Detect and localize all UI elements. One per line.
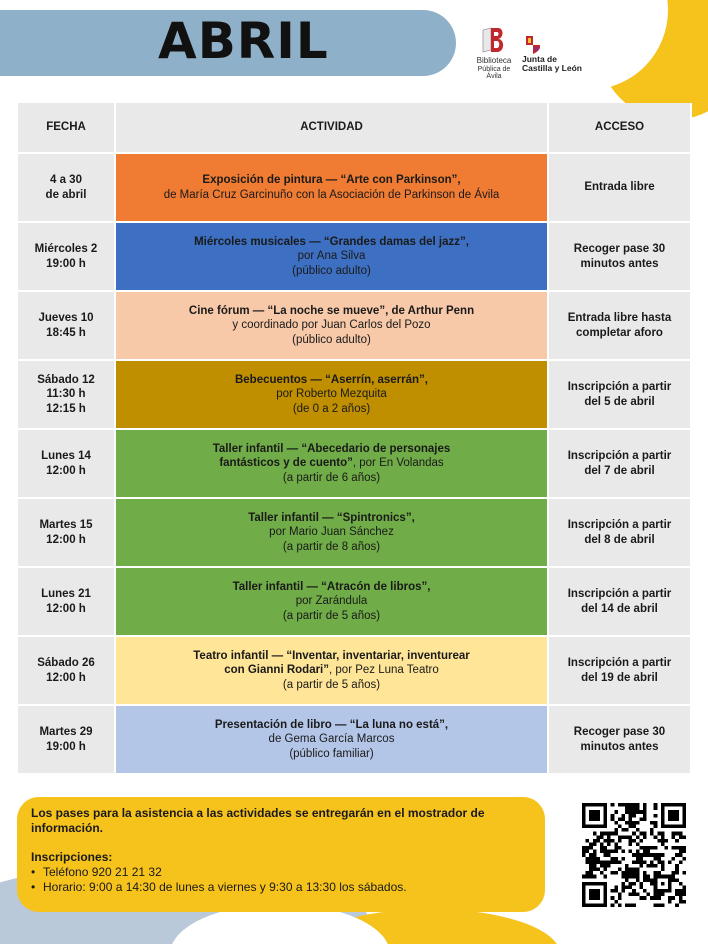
telefono-text: Teléfono 920 21 21 32 [43, 865, 162, 879]
acceso-line: Inscripción a partir [567, 381, 672, 393]
biblioteca-logo-icon [481, 26, 507, 54]
actividad-title-rest: , por Pez Luna Teatro [329, 664, 439, 677]
actividad-title: Cine fórum — “La noche se mueve”, de Arthur Penn [188, 304, 475, 317]
actividad-line: de María Cruz Garcinuño con la Asociación de Parkinson de Ávila [163, 188, 500, 201]
acceso-line: del 5 de abril [584, 395, 655, 408]
actividad-title: Exposición de pintura — “Arte con Parkinson”, [202, 174, 461, 186]
biblioteca-logo-line1: Biblioteca [476, 56, 512, 65]
fecha-line: 18:45 h [46, 326, 86, 339]
fecha-line: de abril [45, 188, 87, 201]
acceso-cell [548, 153, 691, 222]
table-row [18, 705, 691, 774]
actividad-title: Presentación de libro — “La luna no está”, [214, 718, 449, 731]
fecha-line: Sábado 26 [37, 657, 95, 669]
fecha-cell [18, 429, 115, 498]
actividad-line: de Gema García Marcos [268, 733, 395, 746]
fecha-line: Martes 15 [39, 519, 93, 531]
info-note: Los pases para la asistencia a las actividades se entregarán en el mostrador de información. [31, 806, 485, 835]
fecha-line: 12:00 h [46, 671, 86, 684]
table-row [18, 429, 691, 498]
actividad-title-line2 [116, 456, 547, 471]
inscripciones-label: Inscripciones: [31, 850, 113, 864]
acceso-line: del 7 de abril [584, 464, 655, 477]
actividad-cell [115, 291, 548, 360]
fecha-line: 12:00 h [46, 602, 86, 615]
acceso-line: del 14 de abril [581, 602, 658, 615]
actividad-line: (a partir de 6 años) [282, 471, 381, 484]
junta-logo [522, 36, 592, 76]
table-header-row [18, 103, 691, 153]
inscripciones-list [31, 865, 531, 895]
acceso-line: Inscripción a partir [567, 450, 672, 462]
page-title: ABRIL [158, 12, 329, 70]
acceso-line: Inscripción a partir [567, 519, 672, 531]
fecha-cell [18, 291, 115, 360]
actividad-title-bold: fantásticos y de cuento” [219, 457, 353, 470]
actividad-line: (a partir de 5 años) [282, 609, 381, 622]
acceso-cell [548, 222, 691, 291]
acceso-line: minutos antes [580, 257, 659, 270]
acceso-line: Inscripción a partir [567, 657, 672, 669]
biblioteca-logo [470, 26, 518, 80]
fecha-cell [18, 153, 115, 222]
header-actividad: ACTIVIDAD [115, 103, 548, 153]
acceso-line: del 8 de abril [584, 533, 655, 546]
junta-logo-line1: Junta de [522, 54, 557, 64]
qr-code-icon [582, 803, 686, 907]
table-row [18, 291, 691, 360]
fecha-cell [18, 636, 115, 705]
fecha-line: 11:30 h [46, 388, 86, 401]
junta-logo-line2: Castilla y León [522, 63, 582, 73]
actividad-title-rest: , por En Volandas [352, 457, 444, 470]
actividad-title: Taller infantil — “Atracón de libros”, [232, 580, 431, 593]
acceso-cell [548, 498, 691, 567]
table-row [18, 222, 691, 291]
table-row [18, 498, 691, 567]
fecha-cell [18, 222, 115, 291]
acceso-line: minutos antes [580, 740, 659, 753]
table-row [18, 567, 691, 636]
biblioteca-logo-line2: Pública de Ávila [477, 65, 511, 80]
actividad-line: (público adulto) [292, 264, 371, 277]
fecha-line: 12:00 h [46, 464, 86, 477]
actividad-title: Bebecuentos — “Aserrín, aserrán”, [234, 373, 428, 386]
activities-table [18, 103, 692, 775]
actividad-title: Taller infantil — “Abecedario de personajes [212, 442, 451, 455]
table-row [18, 360, 691, 429]
acceso-line: completar aforo [576, 326, 663, 339]
fecha-cell [18, 498, 115, 567]
actividad-line: (público adulto) [292, 333, 371, 346]
acceso-line: del 19 de abril [581, 671, 658, 684]
actividad-cell [115, 567, 548, 636]
actividad-line: por Ana Silva [297, 250, 366, 263]
acceso-cell [548, 636, 691, 705]
acceso-line: Entrada libre [584, 181, 655, 194]
acceso-cell [548, 705, 691, 774]
actividad-line: (de 0 a 2 años) [292, 402, 371, 415]
actividad-line: por Roberto Mezquita [276, 388, 387, 401]
actividad-title: Taller infantil — “Spintronics”, [248, 511, 415, 524]
actividad-cell [115, 429, 548, 498]
acceso-cell [548, 291, 691, 360]
actividad-title-bold: con Gianni Rodari” [224, 664, 330, 677]
actividad-line: (a partir de 8 años) [282, 540, 381, 553]
fecha-line: 4 a 30 [50, 174, 82, 186]
horario-text: Horario: 9:00 a 14:30 de lunes a viernes y 9:30 a 13:30 los sábados. [43, 880, 407, 894]
fecha-line: 19:00 h [46, 257, 86, 270]
fecha-line: Lunes 14 [41, 450, 91, 462]
actividad-cell [115, 636, 548, 705]
table-body [18, 153, 691, 774]
actividad-line: (a partir de 5 años) [282, 678, 381, 691]
fecha-cell [18, 705, 115, 774]
acceso-line: Entrada libre hasta [567, 312, 672, 324]
fecha-line: Martes 29 [39, 726, 93, 738]
acceso-line: Recoger pase 30 [573, 726, 666, 738]
table-row [18, 153, 691, 222]
acceso-cell [548, 567, 691, 636]
fecha-line: 12:00 h [46, 533, 86, 546]
table-row [18, 636, 691, 705]
actividad-title: Teatro infantil — “Inventar, inventariar, inventurear [193, 649, 470, 662]
fecha-line: Sábado 12 [37, 373, 95, 386]
actividad-cell [115, 153, 548, 222]
actividad-cell [115, 222, 548, 291]
fecha-cell [18, 567, 115, 636]
fecha-line: 12:15 h [46, 402, 86, 415]
header-fecha: FECHA [18, 103, 115, 153]
fecha-cell [18, 360, 115, 429]
fecha-line: Miércoles 2 [34, 243, 98, 255]
actividad-title: Miércoles musicales — “Grandes damas del jazz”, [194, 235, 469, 248]
actividad-title-line2 [116, 663, 547, 678]
list-item [31, 880, 531, 895]
fecha-line: 19:00 h [46, 740, 86, 753]
shield-icon [526, 36, 540, 54]
actividad-cell [115, 498, 548, 567]
acceso-line: Recoger pase 30 [573, 243, 666, 255]
acceso-cell [548, 429, 691, 498]
list-item [31, 865, 531, 880]
actividad-line: por Mario Juan Sánchez [269, 526, 394, 539]
actividad-cell [115, 360, 548, 429]
actividad-cell [115, 705, 548, 774]
acceso-cell [548, 360, 691, 429]
actividad-line: (público familiar) [289, 747, 374, 760]
actividad-line: por Zarándula [295, 595, 368, 608]
header-acceso: ACCESO [548, 103, 691, 153]
fecha-line: Lunes 21 [41, 588, 91, 600]
info-box [17, 797, 545, 912]
acceso-line: Inscripción a partir [567, 588, 672, 600]
fecha-line: Jueves 10 [38, 312, 94, 324]
actividad-line: y coordinado por Juan Carlos del Pozo [232, 319, 431, 332]
